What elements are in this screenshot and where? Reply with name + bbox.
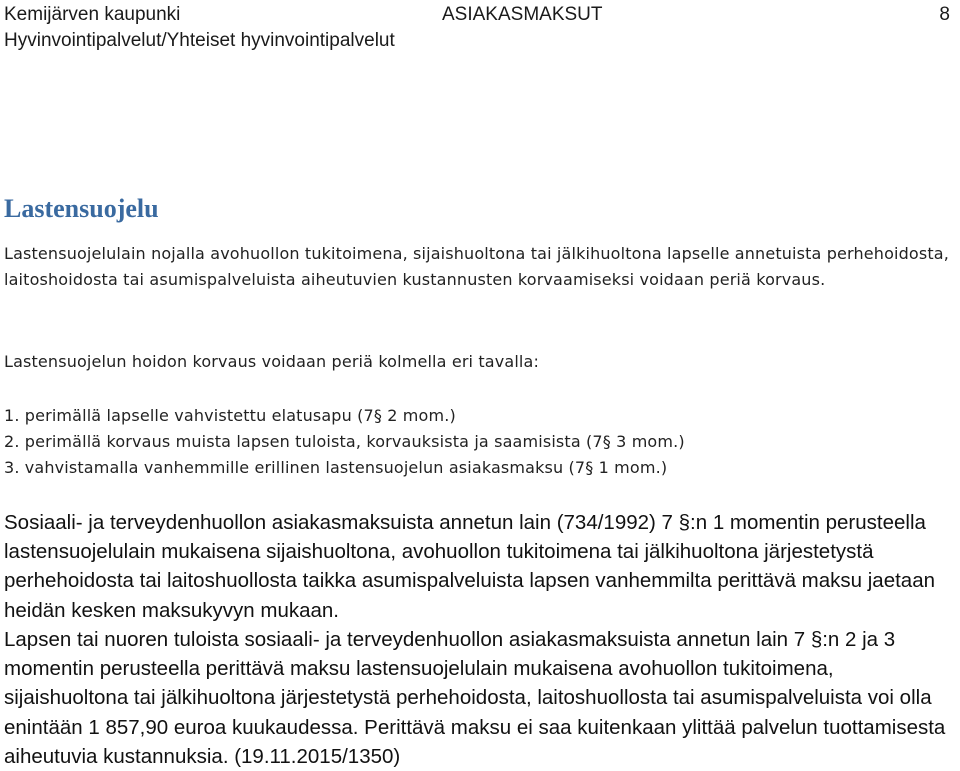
section-heading: Lastensuojelu — [4, 194, 159, 223]
method-item: 1. perimällä lapselle vahvistettu elatusapu (7§ 2 mom.) — [4, 406, 456, 425]
method-item: 2. perimällä korvaus muista lapsen tuloista, korvauksista ja saamisista (7§ 3 mom.) — [4, 432, 685, 451]
page-number: 8 — [939, 4, 950, 25]
child-income-paragraph: Lapsen tai nuoren tuloista sosiaali- ja terveydenhuollon asiakasmaksuista annetun lain 7 §:n 2 ja 3 momentin perusteella perittävä maksu lastensuojelulain mukaisena avohuollon tukitoimena, sijaishuoltona tai jälkihuoltona järjestetystä perhehoidosta, laitoshuollosta tai asumispalveluista voi olla enintään 1 857,90 euroa kuukaudessa. Perittävä maksu ei saa kuitenkaan ylittää palvelun tuottamisesta aiheutuvia kustannuksia. (19.11.2015/1350) — [4, 628, 946, 768]
organization-name: Kemijärven kaupunki — [4, 4, 181, 25]
page-header — [4, 2, 954, 52]
method-item: 3. vahvistamalla vanhemmille erillinen lastensuojelun asiakasmaksu (7§ 1 mom.) — [4, 458, 668, 477]
fee-division-paragraph: Sosiaali- ja terveydenhuollon asiakasmaksuista annetun lain (734/1992) 7 §:n 1 momentin perusteella lastensuojelulain mukaisena sijaishuoltona, avohuollon tukitoimena tai jälkihuoltona järjestetystä perhehoidosta tai laitoshuollosta taikka asumispalveluista lapsen vanhemmilta perittävä maksu jaetaan heidän kesken maksukyvyn mukaan. — [4, 511, 935, 622]
document-title: ASIAKASMAKSUT — [442, 4, 603, 25]
intro-paragraph: Lastensuojelulain nojalla avohuollon tukitoimena, sijaishuoltona tai jälkihuoltona lapselle annetuista perhehoidosta, laitoshoidosta tai asumispalveluista aiheutuvien kustannusten korvaamiseksi voidaan periä korvaus. — [4, 244, 949, 289]
methods-list — [4, 403, 956, 481]
methods-intro: Lastensuojelun hoidon korvaus voidaan periä kolmella eri tavalla: — [4, 352, 540, 371]
department-name: Hyvinvointipalvelut/Yhteiset hyvinvointipalvelut — [4, 30, 395, 51]
